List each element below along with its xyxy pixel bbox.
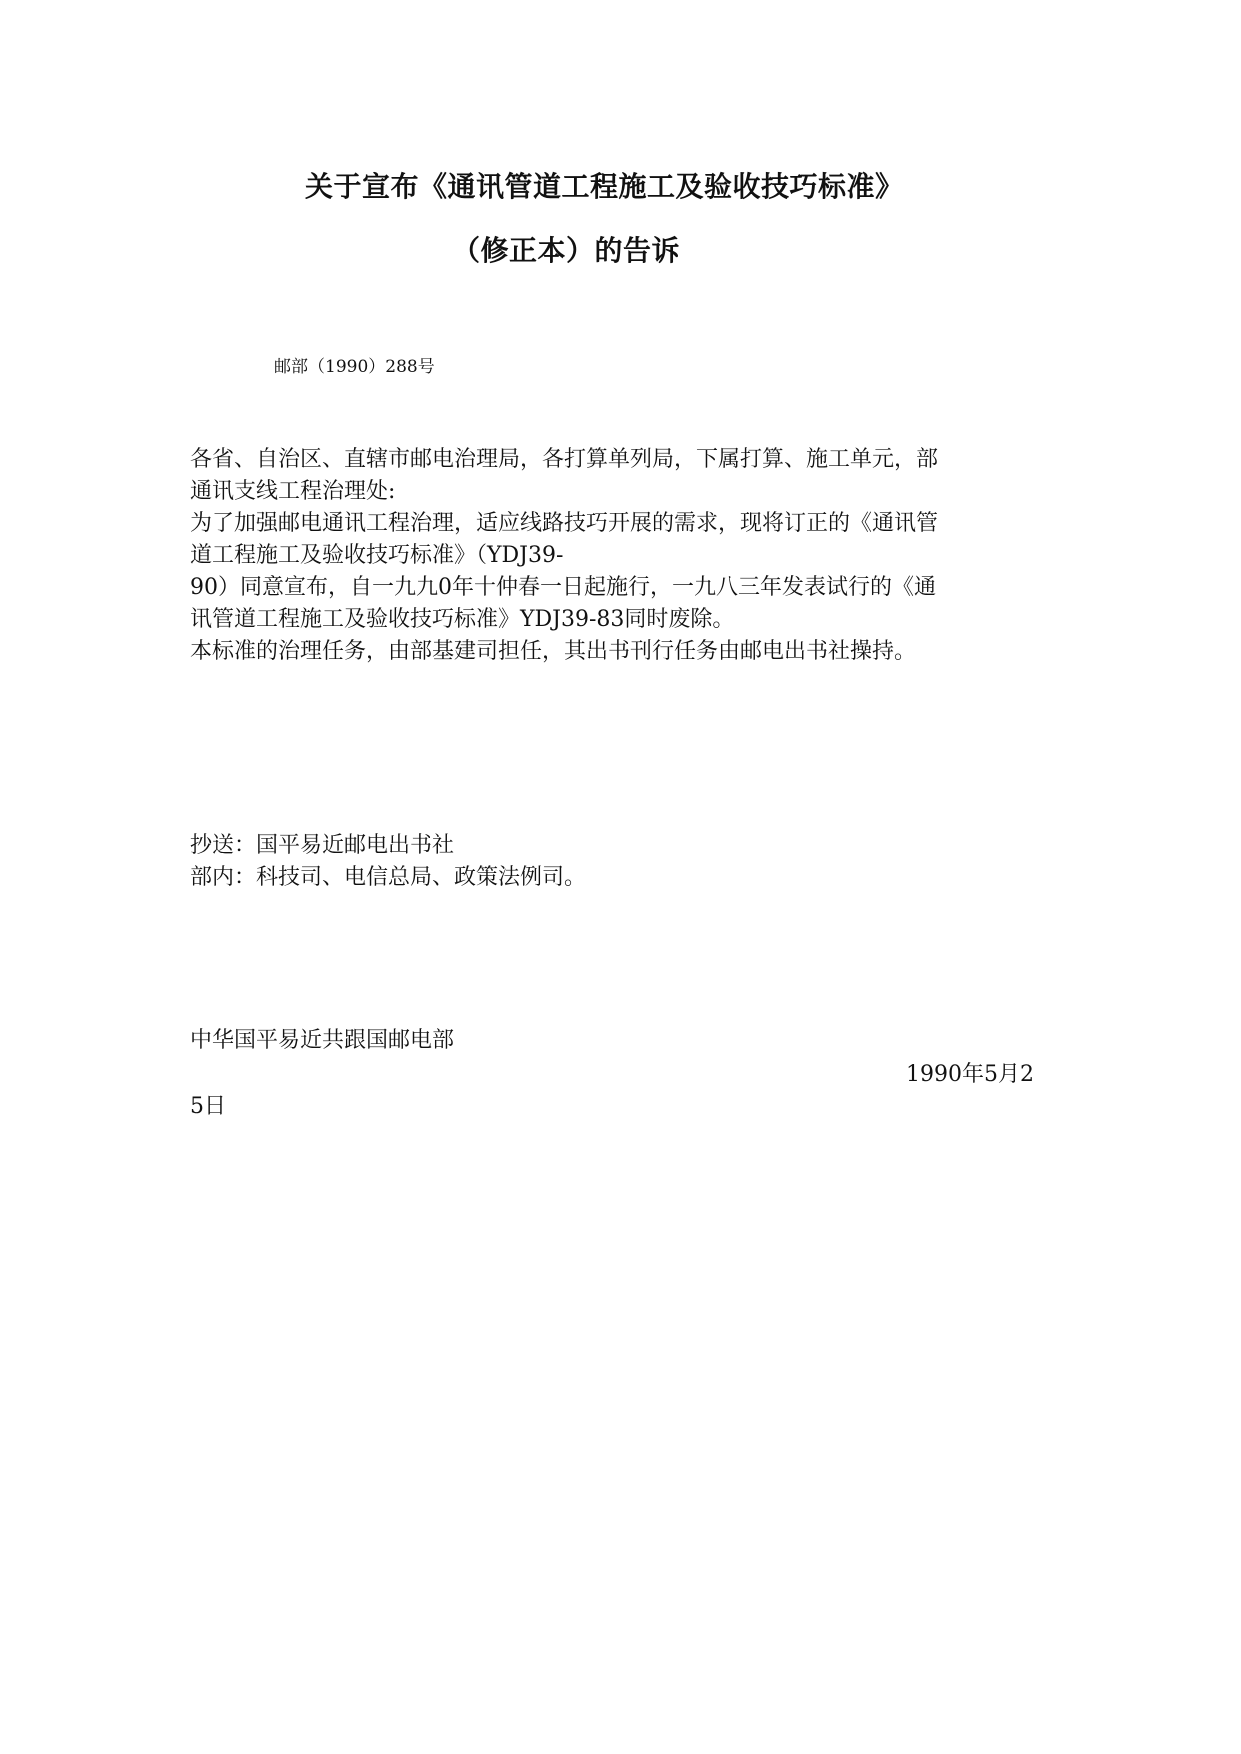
signatory: 中华国平易近共跟国邮电部 [190, 1028, 455, 1053]
document-title-line-1: 关于宣布《通讯管道工程施工及验收技巧标准》 [305, 170, 904, 203]
copy-to-block [190, 830, 1050, 894]
cc-line-internal: 部内：科技司、电信总局、政策法例司。 [190, 865, 587, 890]
body-line: 通讯支线工程治理处: [190, 479, 396, 504]
issue-date: 1990年5月2 [906, 1062, 1034, 1087]
body-line: 本标准的治理任务，由部基建司担任，其出书刊行任务由邮电出书社操持。 [190, 639, 917, 664]
notice-body [190, 444, 1050, 668]
document-title-line-2: （修正本）的告诉 [452, 234, 681, 267]
body-line: 90）同意宣布，自一九九0年十仲春一日起施行，一九八三年发表试行的《通 [190, 575, 936, 600]
issue-date-continued: 5日 [190, 1094, 226, 1119]
body-line: 讯管道工程施工及验收技巧标准》YDJ39-83同时废除。 [190, 607, 735, 632]
body-line: 道工程施工及验收技巧标准》（YDJ39- [190, 543, 564, 568]
signatory-block [190, 1025, 1050, 1057]
body-line: 为了加强邮电通讯工程治理，适应线路技巧开展的需求，现将订正的《通讯管 [190, 511, 939, 536]
body-line: 各省、自治区、直辖市邮电治理局，各打算单列局，下属打算、施工单元，部 [190, 447, 939, 472]
cc-line-external: 抄送：国平易近邮电出书社 [190, 833, 455, 858]
document-number: 邮部（1990）288号 [274, 357, 435, 377]
